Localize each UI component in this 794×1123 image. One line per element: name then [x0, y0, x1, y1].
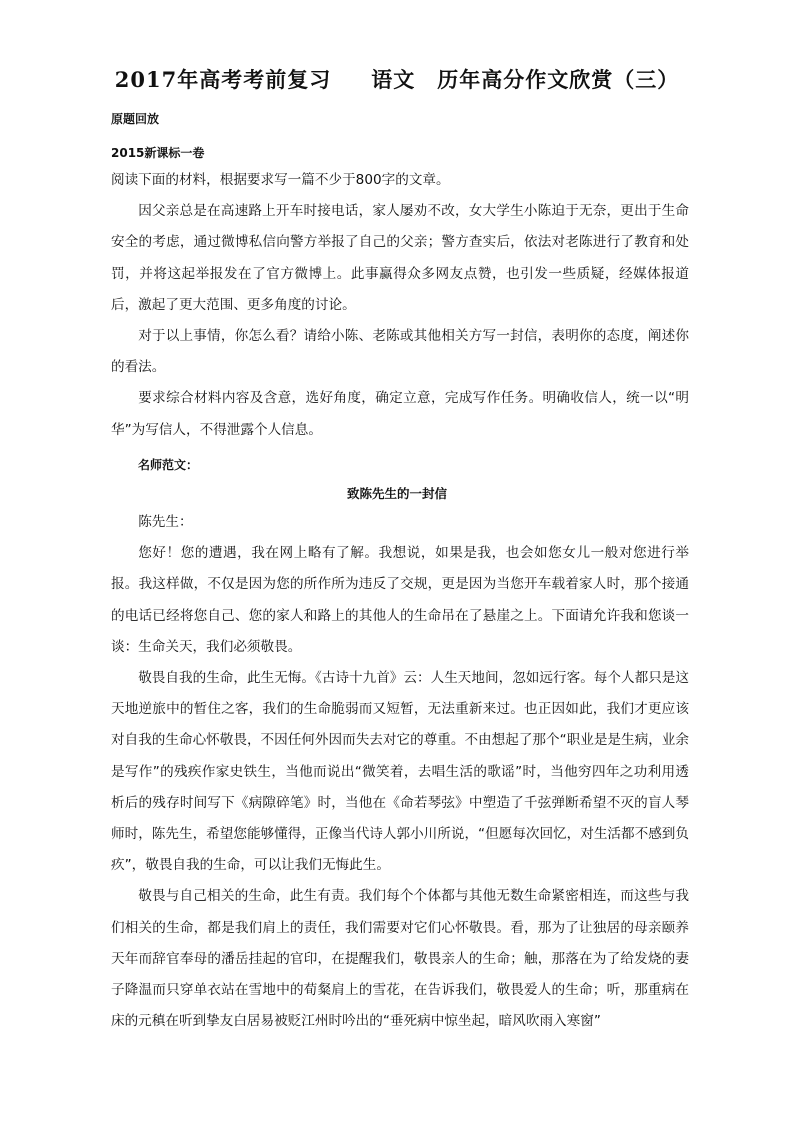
- section-label: 原题回放: [111, 112, 160, 126]
- essay-body: [111, 507, 689, 1037]
- page-title: [0, 64, 794, 94]
- essay-paragraph: 您好！您的遭遇，我在网上略有了解。我想说，如果是我，也会如您女儿一般对您进行举报。我这样做，不仅是因为您的所作所为违反了交规，更是因为当您开车载着家人时，那个接通的电话已经将您自己、您的家人和路上的其他人的生命吊在了悬崖之上。下面请允许我和您谈一谈：生命关天，我们必须敬畏。: [111, 545, 689, 655]
- title-part-topic: 历年高分作文欣赏（三）: [437, 67, 680, 92]
- prompt-material: 因父亲总是在高速路上开车时接电话，家人屡劝不改，女大学生小陈迫于无奈，更出于生命安全的考虑，通过微博私信向警方举报了自己的父亲；警方查实后，依法对老陈进行了教育和处罚，并将这起举报发在了官方微博上。此事赢得众多网友点赞，也引发一些质疑，经媒体报道后，激起了更大范围、更多角度的讨论。: [111, 203, 689, 313]
- teacher-label: 名师范文：: [138, 458, 199, 472]
- essay-paragraph: 敬畏与自己相关的生命，此生有责。我们每个个体都与其他无数生命紧密相连，而这些与我们相关的生命，都是我们肩上的责任，我们需要对它们心怀敬畏。看，那为了让独居的母亲颐养天年而辞官奉母的潘岳挂起的官印，在提醒我们，敬畏亲人的生命；触，那落在为了给发烧的妻子降温而只穿单衣站在雪地中的荀粲肩上的雪花，在告诉我们，敬畏爱人的生命；听，那重病在床的元稹在听到挚友白居易被贬江州时吟出的“垂死病中惊坐起，暗风吹雨入寒窗”: [111, 888, 689, 1030]
- exam-label: 2015新课标一卷: [111, 146, 205, 160]
- title-part-year: 2017年高考考前复习: [114, 67, 332, 92]
- essay-title: 致陈先生的一封信: [346, 486, 447, 501]
- prompt-intro: 阅读下面的材料，根据要求写一篇不少于800字的文章。: [111, 172, 450, 188]
- essay-paragraph: 敬畏自我的生命，此生无悔。《古诗十九首》云：人生天地间，忽如远行客。每个人都只是这天地逆旅中的暂住之客，我们的生命脆弱而又短暂，无法重新来过。也正因如此，我们才更应该对自我的生命心怀敬畏，不因任何外因而失去对它的尊重。不由想起了那个“职业是是生病，业余是写作”的残疾作家史铁生，当他而说出“微笑着，去唱生活的歌谣”时，当他穷四年之功利用透析后的残存时间写下《病隙碎笔》时，当他在《命若琴弦》中塑造了千弦弹断希望不灭的盲人琴师时，陈先生，希望您能够懂得，正像当代诗人郭小川所说，“但愿每次回忆，对生活都不感到负疚”，敬畏自我的生命，可以让我们无悔此生。: [111, 670, 689, 874]
- essay-salutation: 陈先生：: [138, 514, 193, 530]
- prompt-block: [111, 165, 689, 446]
- prompt-question: 对于以上事情，你怎么看？请给小陈、老陈或其他相关方写一封信，表明你的态度，阐述你的看法。: [111, 328, 689, 376]
- title-part-subject: 语文: [371, 67, 416, 92]
- prompt-requirement: 要求综合材料内容及含意，选好角度，确定立意，完成写作任务。明确收信人，统一以“明华”为写信人，不得泄露个人信息。: [111, 390, 689, 438]
